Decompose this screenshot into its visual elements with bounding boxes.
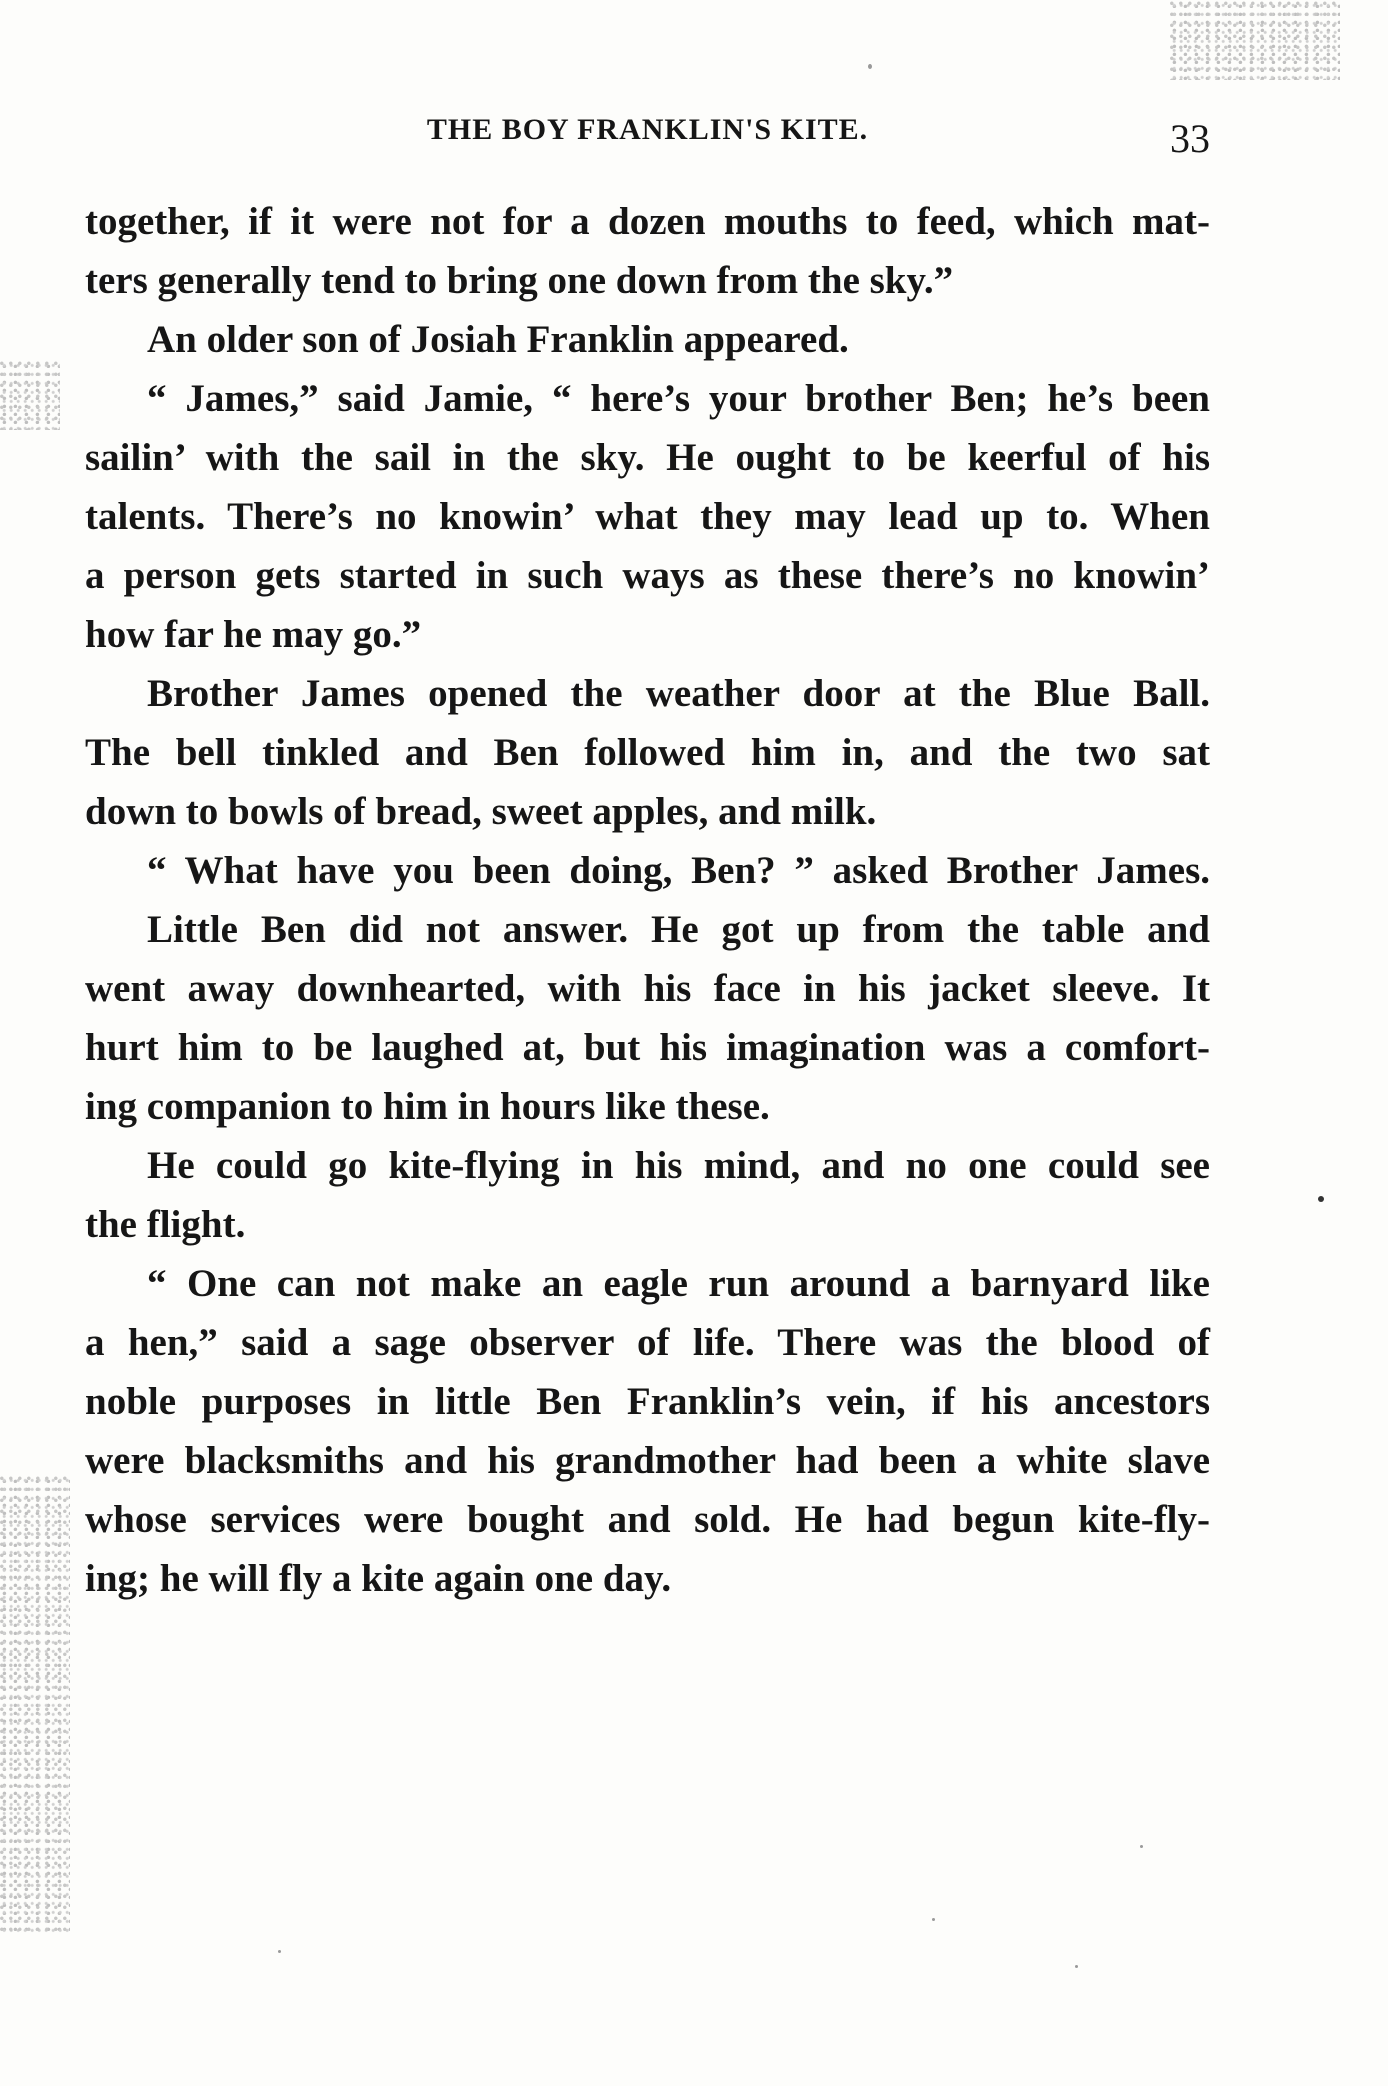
text-line: sailin’ with the sail in the sky. He ought to be keerful of his [85,436,1210,479]
text-line: He could go kite-flying in his mind, and no one could see [147,1144,1210,1187]
text-line: were blacksmiths and his grandmother had been a white slave [85,1439,1210,1482]
text-line: The bell tinkled and Ben followed him in, and the two sat [85,731,1210,774]
scan-speck [868,64,872,69]
text-line: talents. There’s no knowin’ what they may lead up to. When [85,495,1210,538]
text-line: Little Ben did not answer. He got up from the table and [147,908,1210,951]
scan-noise-left-upper [0,360,60,430]
text-line: hurt him to be laughed at, but his imagination was a comfort- [85,1026,1210,1069]
body-text [85,192,1210,1608]
text-line: ing companion to him in hours like these. [85,1085,770,1128]
text-line: “ What have you been doing, Ben? ” asked Brother James. [147,849,1210,892]
text-line: a hen,” said a sage observer of life. There was the blood of [85,1321,1210,1364]
text-line: noble purposes in little Ben Franklin’s vein, if his ancestors [85,1380,1210,1423]
text-line: how far he may go.” [85,613,422,656]
scan-noise-left-lower [0,1475,70,1935]
text-line: down to bowls of bread, sweet apples, and milk. [85,790,877,833]
scan-speck [1140,1845,1143,1848]
text-line: a person gets started in such ways as these there’s no knowin’ [85,554,1210,597]
text-line: together, if it were not for a dozen mouths to feed, which mat- [85,200,1210,243]
text-line: whose services were bought and sold. He had begun kite-fly- [85,1498,1210,1541]
scan-speck [278,1950,281,1953]
scan-noise-top-right [1170,0,1340,80]
text-line: Brother James opened the weather door at the Blue Ball. [147,672,1210,715]
text-line: went away downhearted, with his face in his jacket sleeve. It [85,967,1210,1010]
scan-speck [1318,1196,1324,1202]
scan-speck [932,1918,935,1921]
running-title: THE BOY FRANKLIN'S KITE. [426,113,869,146]
text-line: “ One can not make an eagle run around a barnyard like [147,1262,1210,1305]
text-line: ters generally tend to bring one down from the sky.” [85,259,954,302]
text-line: ing; he will fly a kite again one day. [85,1557,672,1600]
page-number: 33 [1170,116,1210,161]
page-header [85,105,1210,165]
text-line: the flight. [85,1203,246,1246]
text-line: “ James,” said Jamie, “ here’s your brother Ben; he’s been [147,377,1210,420]
scan-speck [1075,1965,1078,1968]
text-line: An older son of Josiah Franklin appeared. [147,318,849,361]
